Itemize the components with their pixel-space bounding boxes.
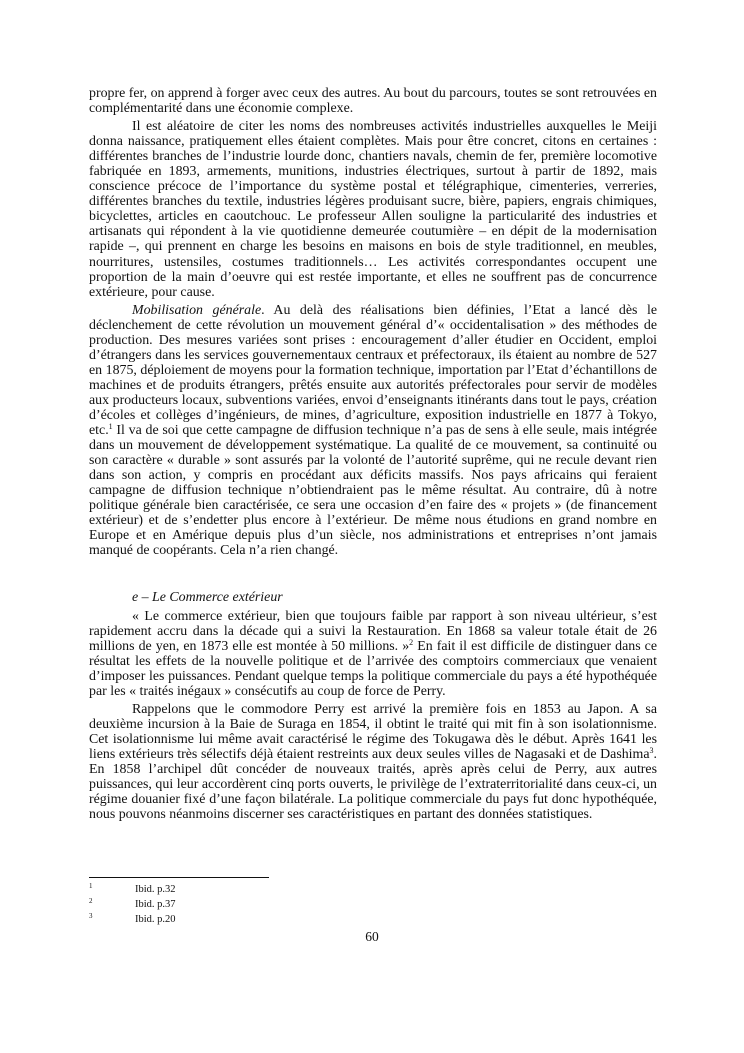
footnote-text: Ibid. p.20 — [135, 914, 176, 925]
paragraph — [89, 86, 657, 116]
section-heading: e – Le Commerce extérieur — [132, 590, 283, 606]
footnote-ref: 1 — [108, 422, 113, 432]
paragraph — [89, 702, 657, 822]
footnote-text: Ibid. p.37 — [135, 899, 176, 910]
paragraph-lead-italic: Mobilisation générale — [132, 302, 262, 318]
paragraph — [89, 303, 657, 559]
paragraph-text: . En 1858 l’archipel dût concéder de nouveaux traités, après après celui de Perry, aux autres puissances, qui leur accordèrent cinq ports ouverts, le privilège de l’extraterritorialité dans ceux-ci, un régime douanier fixé d’une façon bilatérale. La politique commerciale du pays fut donc hypothéquée, nous pouvons néanmoins discerner ses caractéristiques en partant des données statistiques. — [89, 746, 657, 823]
page-number: 60 — [365, 929, 379, 944]
page-body — [89, 86, 657, 822]
footnote — [89, 882, 489, 897]
paragraph-text: Il est aléatoire de citer les noms des nombreuses activités industrielles auxquelles le Meiji donna naissance, pratiquement elles étaient complètes. Mais pour être concret, citons en certaines : différentes branches de l’industrie lourde donc, chantiers navals, chemin de fer, première locomotive fabriquée en 1893, armements, munitions, industries électriques, surtout à partir de 1892, mais conscience précoce de l’importance du système postal et télégraphique, cimenteries, verreries, différentes branches du textile, industries légères produisant sucre, bière, papiers, engrais chimiques, bicyclettes, articles en caoutchouc. Le professeur Allen souligne la particularité des industries et artisanats qui répondent à la vie quotidienne demeurée coutumière – en dépit de la modernisation rapide –, qui prennent en charge les besoins en maisons en bois de style traditionnel, en meubles, nourritures, ustensiles, costumes traditionnels… Les activités correspondantes occupent une proportion de la main d’oeuvre qui est restée importante, et elles ne souffrent pas de concurrence extérieure, pour cause. — [89, 119, 657, 300]
footnote-ref: 2 — [409, 637, 414, 647]
footnote-ref: 3 — [649, 745, 654, 755]
paragraph — [89, 119, 657, 300]
footnote-number: 3 — [89, 912, 93, 920]
footnote — [89, 897, 489, 912]
footnote — [89, 912, 489, 927]
footnote-text: Ibid. p.32 — [135, 884, 176, 895]
footnotes — [89, 882, 489, 927]
paragraph-text: En fait il est difficile de distinguer dans ce résultat les effets de la nouvelle politique et de l’arrivée des comptoirs commerciaux que venaient d’imposer les puissances. Pendant quelque temps la politique commerciale du pays a été hypothéquée par les « traités inégaux » consécutifs au coup de force de Perry. — [89, 638, 657, 699]
paragraph-text: . Au delà des réalisations bien définies, l’Etat a lancé dès le déclenchement de cette révolution un mouvement général d’« occidentalisation » des méthodes de production. Des mesures variées sont prises : encouragement d’aller étudier en Occident, emploi d’étrangers dans les services gouvernementaux centraux et préfectoraux, ils étaient au nombre de 527 en 1875, déploiement de moyens pour la formation technique, importation par l’Etat d’échantillons de machines et de produits étrangers, prêtés ensuite aux autorités préfectorales pour servir de modèles aux producteurs locaux, subventions variées, envoi d’enseignants itinérants dans tout le pays, création d’écoles et collèges d’ingénieurs, de mines, d’agriculture, exposition industrielle en 1877 à Tokyo, etc. — [89, 302, 658, 439]
paragraph — [89, 609, 657, 699]
footnote-number: 2 — [89, 897, 93, 905]
paragraph-text: « Le commerce extérieur, bien que toujours faible par rapport à son niveau ultérieur, s’est rapidement accru dans la décade qui a suivi la Restauration. En 1868 sa valeur totale était de 26 millions de yen, en 1873 elle est montée à 50 millions. » — [89, 608, 657, 654]
paragraph-text: Il va de soi que cette campagne de diffusion technique n’a pas de sens à elle seule, mais intégrée dans un mouvement de développement systématique. La qualité de ce mouvement, sa continuité ou son caractère « durable » sont assurés par la volonté de l’autorité suprême, qui ne recule devant rien dans son action, y compris en procédant aux déficits massifs. Nos pays africains qui feraient campagne de diffusion technique n’obtiendraient pas le même résultat. Au contraire, dû à notre politique générale bien caractérisée, ce sera une occasion d’en faire des « projets » (de financement extérieur) et de s’endetter plus encore à l’extérieur. De même nous étudions en grand nombre en Europe et en Amérique depuis plus d’un siècle, nos administrations et entreprises n’ont jamais manqué de coopérants. Cela n’a rien changé. — [89, 423, 657, 559]
footnote-number: 1 — [89, 882, 93, 890]
footnote-separator — [89, 877, 269, 878]
paragraph-text: propre fer, on apprend à forger avec ceux des autres. Au bout du parcours, toutes se sont retrouvées en complémentarité dans une économie complexe. — [89, 86, 657, 117]
paragraph-text: Rappelons que le commodore Perry est arrivé la première fois en 1853 au Japon. A sa deuxième incursion à la Baie de Suraga en 1854, il obtint le traité qui mit fin à son isolationnisme. Cet isolationnisme lui même avait caractérisé le régime des Tokugawa dès le début. Après 1641 les liens extérieurs très sélectifs déjà étaient restreints aux deux seules villes de Nagasaki et de Dashima — [89, 701, 657, 762]
